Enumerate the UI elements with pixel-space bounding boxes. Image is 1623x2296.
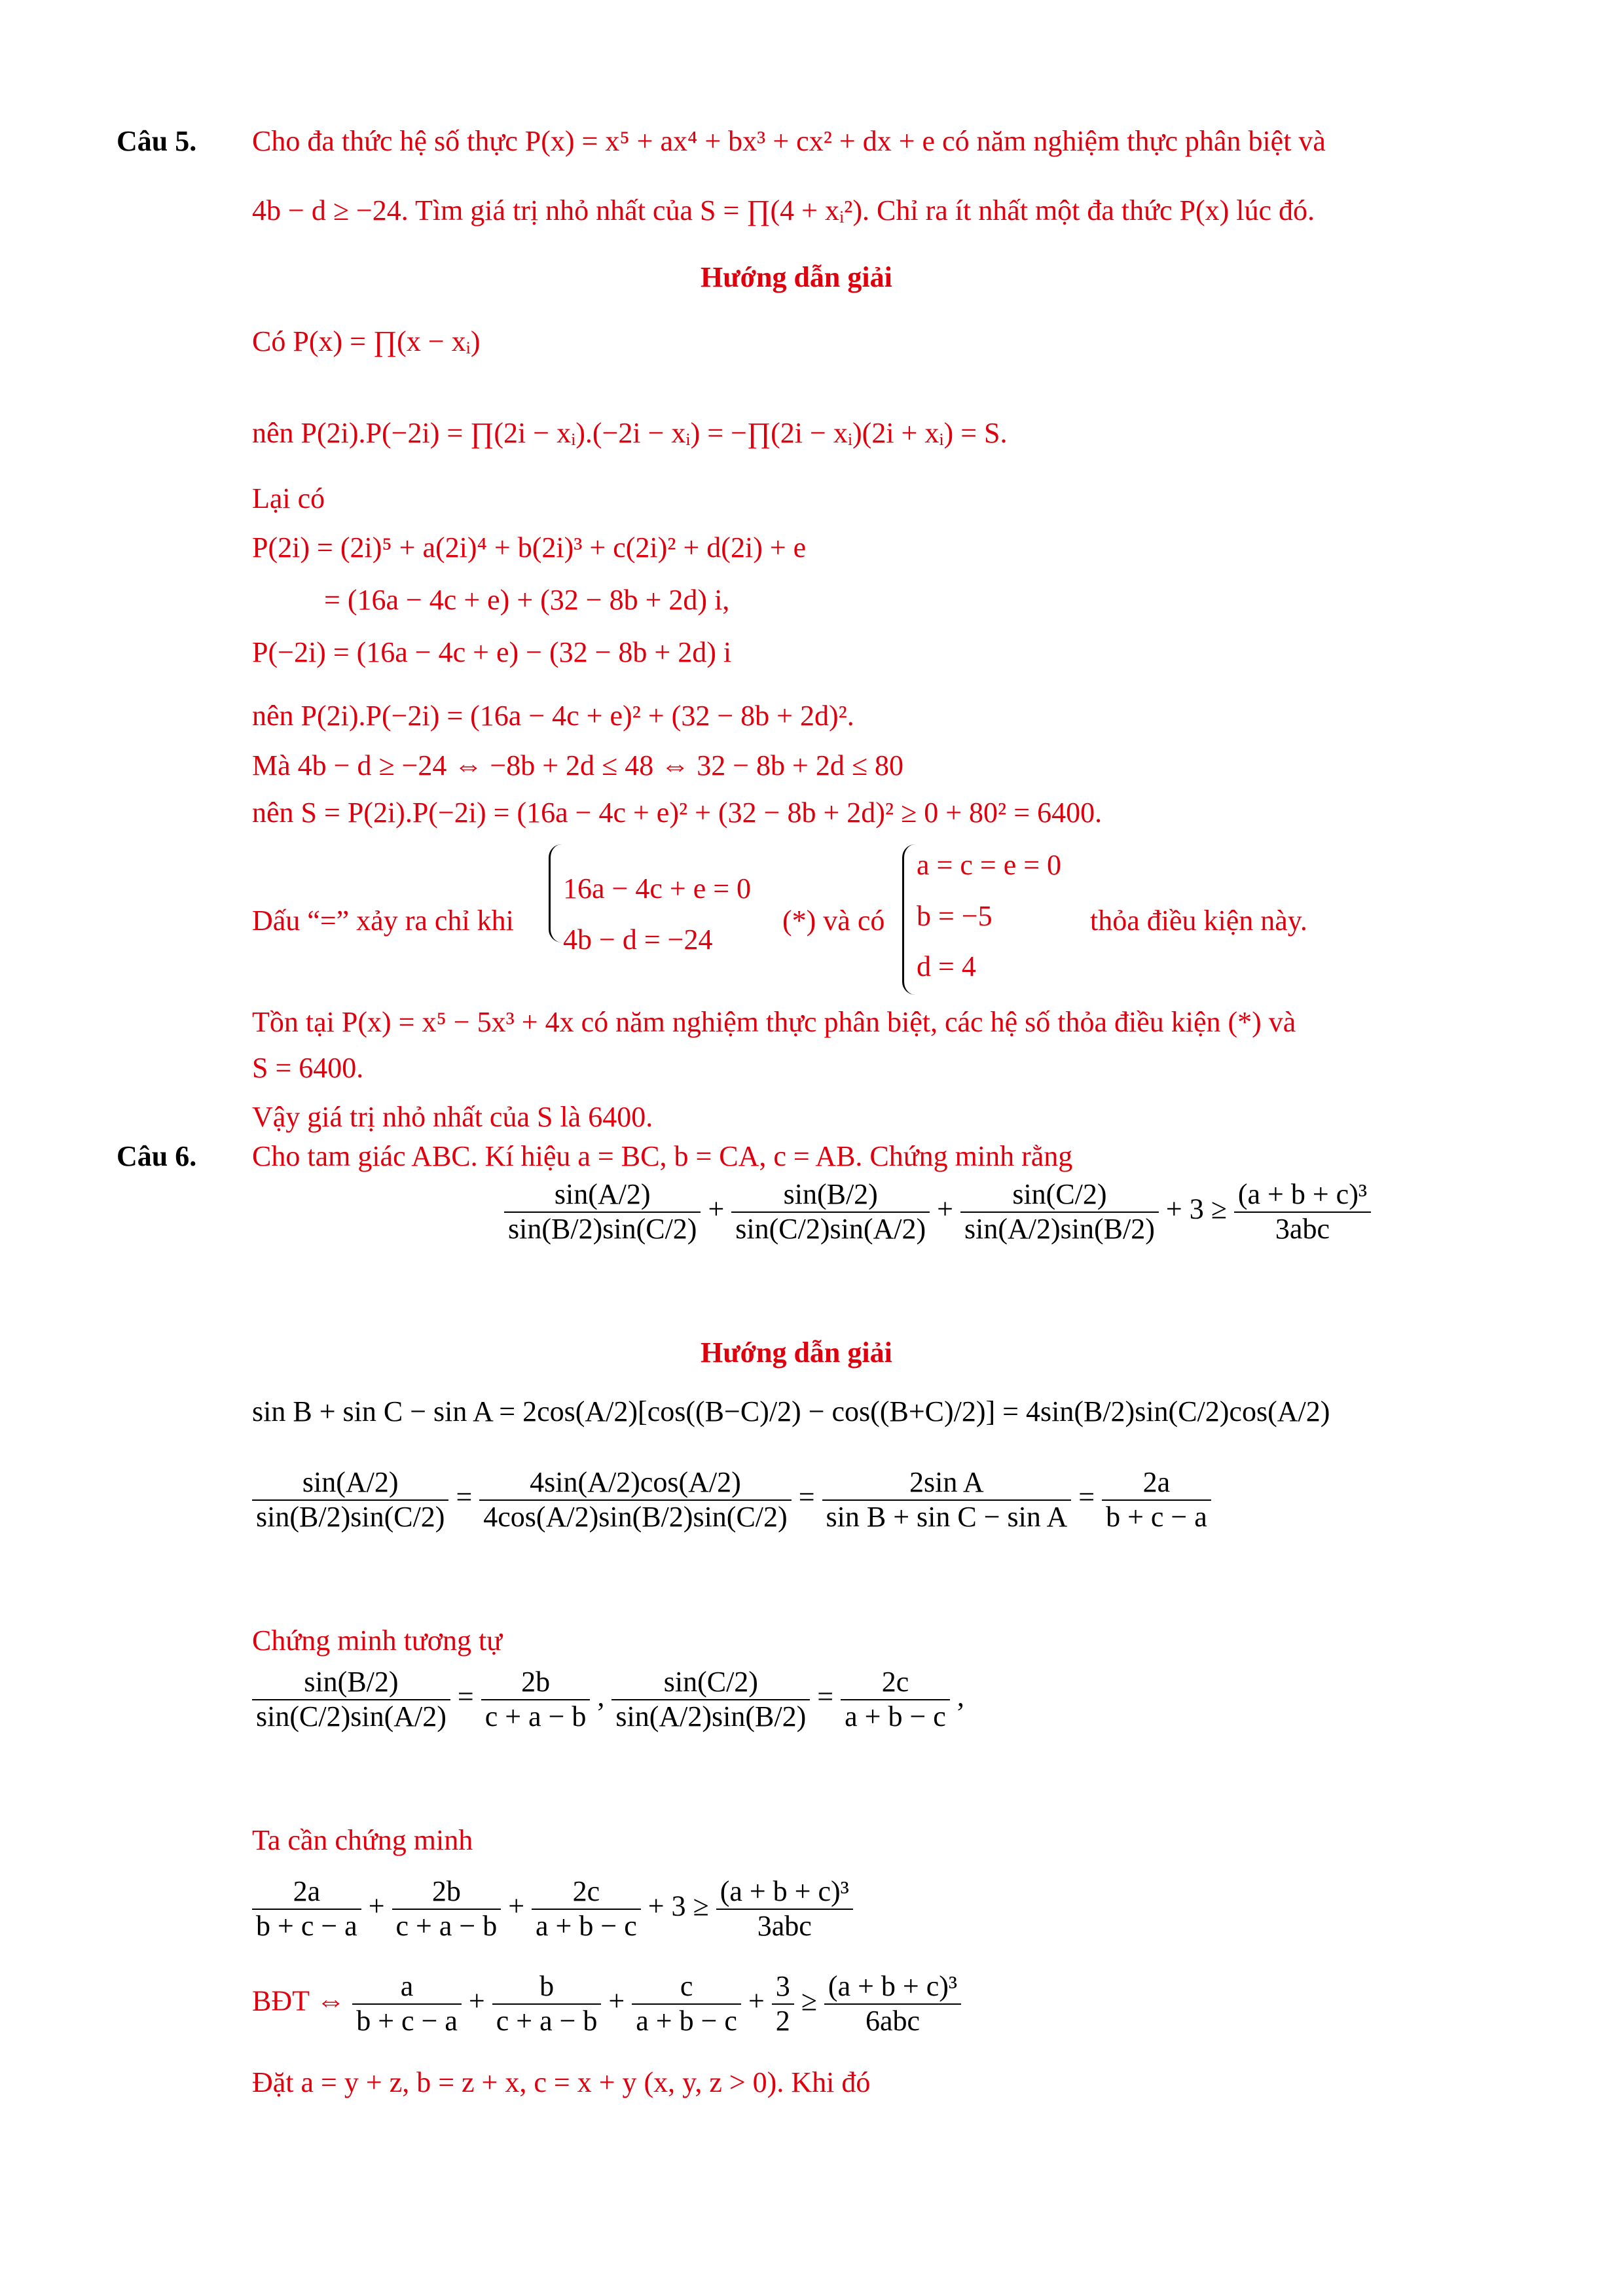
system2-eq-c: d = 4 bbox=[917, 950, 976, 982]
question-5-label: Câu 5. bbox=[117, 125, 197, 157]
solution-6-similar-eq: $\frac{\sin(B/2)}{\sin(C/2)\sin(A/2)}$ = $\frac{2b}{c + a - b}$ , $\frac{\sin(C/2)}{\sin(A/2)\sin(B/2)}$ = $\frac{2c}{a + b - c}$ , bbox=[252, 1666, 964, 1733]
solution-5-ma: Mà 4b − d ≥ −24 ⇔ −8b + 2d ≤ 48 ⇔ 32 − 8b + 2d ≤ 80 bbox=[252, 749, 903, 781]
solution-6-chain: $\frac{\sin(A/2)}{\sin(B/2)\sin(C/2)}$ = $\frac{4\sin(A/2)\cos(A/2)}{4\cos(A/2)\sin(B/2)\sin(C/2)}$ = $\frac{\text{2sin A}}{\text{sin B + sin C − sin A}}$ = $\frac{2a}{b + c - a}$ bbox=[252, 1466, 1211, 1534]
question-6-inequality: $\frac{\sin(A/2)}{\sin(B/2)\sin(C/2)}$ + $\frac{\sin(B/2)}{\sin(C/2)\sin(A/2)}$ + $\frac{\sin(C/2)}{\sin(A/2)\sin(B/2)}$ + 3 ≥ $\frac{\text{(a + b + c)³}}{\text{3abc}}$ bbox=[504, 1178, 1371, 1246]
solution-5-conclusion: Vậy giá trị nhỏ nhất của S là 6400. bbox=[252, 1101, 653, 1133]
solution-5-eq3: P(−2i) = (16a − 4c + e) − (32 − 8b + 2d) i bbox=[252, 636, 732, 668]
question-6-problem: Cho tam giác ABC. Kí hiệu a = BC, b = CA, c = AB. Chứng minh rằng bbox=[252, 1140, 1073, 1172]
system2-eq-a: a = c = e = 0 bbox=[917, 849, 1062, 881]
question-5-line2: 4b − d ≥ −24. Tìm giá trị nhỏ nhất của S = ∏(4 + xᵢ²). Chỉ ra ít nhất một đa thức P(x) lúc đó. bbox=[252, 194, 1315, 226]
solution-6-need: Ta cần chứng minh bbox=[252, 1824, 473, 1856]
solution-6-need-ineq: $\frac{2a}{b + c - a}$ + $\frac{2b}{c + a - b}$ + $\frac{2c}{a + b - c}$ + 3 ≥ $\frac{\text{(a + b + c)³}}{\text{3abc}}$ bbox=[252, 1875, 853, 1943]
solution-6-substitution: Đặt a = y + z, b = z + x, c = x + y (x, y, z > 0). Khi đó bbox=[252, 2066, 871, 2098]
system2-eq-b: b = −5 bbox=[917, 900, 993, 932]
solution-5-eq1: P(2i) = (2i)⁵ + a(2i)⁴ + b(2i)³ + c(2i)² + d(2i) + e bbox=[252, 531, 807, 564]
solution-5-nen2: nên P(2i).P(−2i) = (16a − 4c + e)² + (32 − 8b + 2d)². bbox=[252, 700, 854, 732]
solution-5-nen3: nên S = P(2i).P(−2i) = (16a − 4c + e)² + (32 − 8b + 2d)² ≥ 0 + 80² = 6400. bbox=[252, 797, 1103, 829]
solution-6-similar: Chứng minh tương tự bbox=[252, 1624, 503, 1657]
solution-6-sin-identity: sin B + sin C − sin A = 2cos(A/2)[cos((B−C)/2) − cos((B+C)/2)] = 4sin(B/2)sin(C/2)cos(A/2) bbox=[252, 1395, 1330, 1427]
system1-eq-b: 4b − d = −24 bbox=[563, 924, 713, 956]
solution-heading-6: Hướng dẫn giải bbox=[701, 1336, 892, 1369]
equality-condition-suffix: thỏa điều kiện này. bbox=[1090, 905, 1307, 937]
solution-5-co: Có P(x) = ∏(x − xᵢ) bbox=[252, 325, 481, 357]
solution-5-s-value: S = 6400. bbox=[252, 1052, 364, 1084]
solution-5-lai-co: Lại có bbox=[252, 482, 325, 514]
equality-condition-mid: (*) và có bbox=[782, 905, 885, 937]
solution-6-bdt: BĐT ⇔ $\frac{a}{b + c - a}$ + $\frac{b}{c + a - b}$ + $\frac{c}{a + b - c}$ + $\frac{3}{2}$ ≥ $\frac{\text{(a + b + c)³}}{\text{6abc}}$ bbox=[252, 1970, 961, 2037]
equality-condition-prefix: Dấu “=” xảy ra chỉ khi bbox=[252, 905, 514, 937]
solution-5-eq2: = (16a − 4c + e) + (32 − 8b + 2d) i, bbox=[324, 584, 730, 616]
solution-heading-5: Hướng dẫn giải bbox=[701, 261, 892, 293]
solution-5-ton-tai: Tồn tại P(x) = x⁵ − 5x³ + 4x có năm nghiệm thực phân biệt, các hệ số thỏa điều kiện (*) và bbox=[252, 1006, 1296, 1038]
question-5-line1: Cho đa thức hệ số thực P(x) = x⁵ + ax⁴ + bx³ + cx² + dx + e có năm nghiệm thực phân biệt và bbox=[252, 125, 1326, 157]
question-6-label: Câu 6. bbox=[117, 1140, 197, 1172]
system1-eq-a: 16a − 4c + e = 0 bbox=[563, 872, 752, 905]
solution-5-nen1: nên P(2i).P(−2i) = ∏(2i − xᵢ).(−2i − xᵢ) = −∏(2i − xᵢ)(2i + xᵢ) = S. bbox=[252, 417, 1008, 449]
